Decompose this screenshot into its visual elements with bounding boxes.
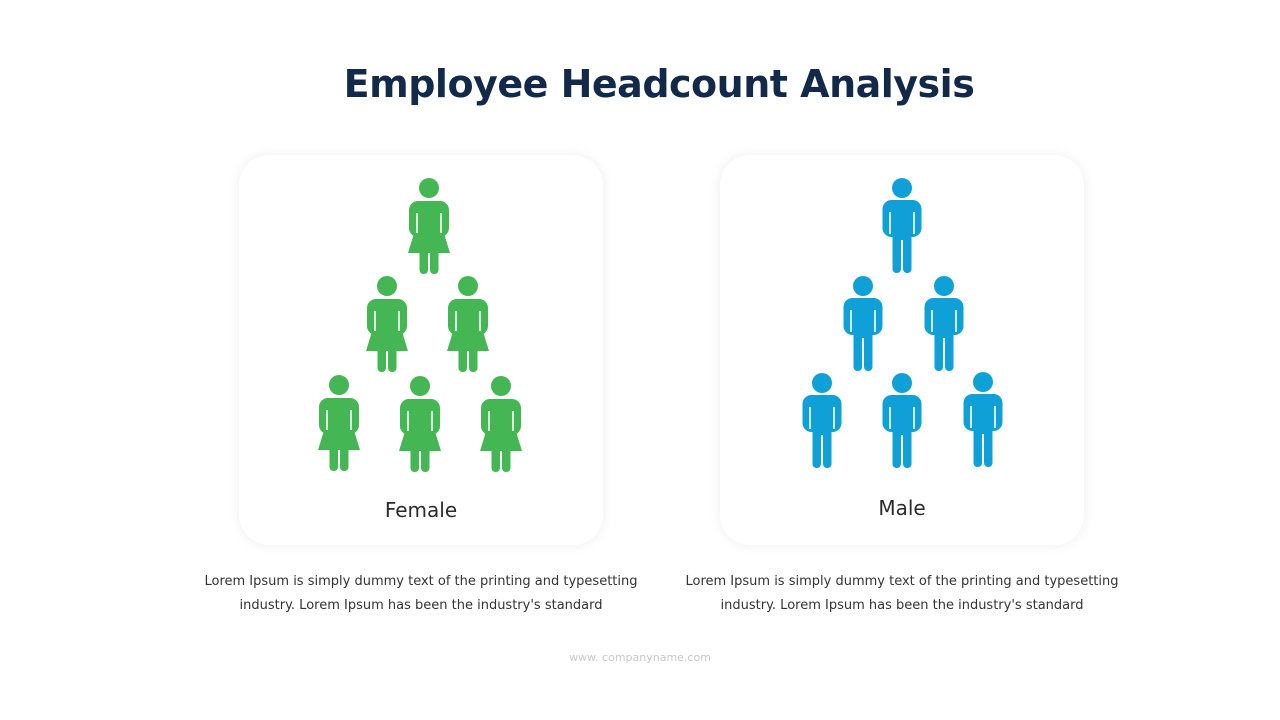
- female-person-icon: [366, 276, 408, 372]
- female-person-icon: [399, 376, 441, 472]
- female-label: Female: [384, 498, 458, 522]
- female-description: Lorem Ipsum is simply dummy text of the printing and typesetting industry. Lorem Ipsum has been the industry's standard: [204, 574, 638, 613]
- page-title: Employee Headcount Analysis: [343, 62, 975, 106]
- footer-website: www. companyname.com: [569, 651, 711, 664]
- female-person-icon: [447, 276, 489, 372]
- male-label: Male: [878, 496, 926, 520]
- male-person-icon: [844, 276, 883, 371]
- female-person-icon: [318, 375, 360, 471]
- male-card: [720, 155, 1084, 545]
- female-icon-group: [239, 155, 603, 545]
- male-icon-group: [720, 155, 1084, 545]
- female-person-icon: [480, 376, 522, 472]
- male-person-icon: [925, 276, 964, 371]
- male-description: Lorem Ipsum is simply dummy text of the printing and typesetting industry. Lorem Ipsum has been the industry's standard: [685, 574, 1119, 613]
- male-person-icon: [883, 178, 922, 273]
- male-person-icon: [803, 373, 842, 468]
- female-person-icon: [408, 178, 450, 274]
- male-person-icon: [883, 373, 922, 468]
- male-person-icon: [964, 372, 1003, 467]
- female-card: [239, 155, 603, 545]
